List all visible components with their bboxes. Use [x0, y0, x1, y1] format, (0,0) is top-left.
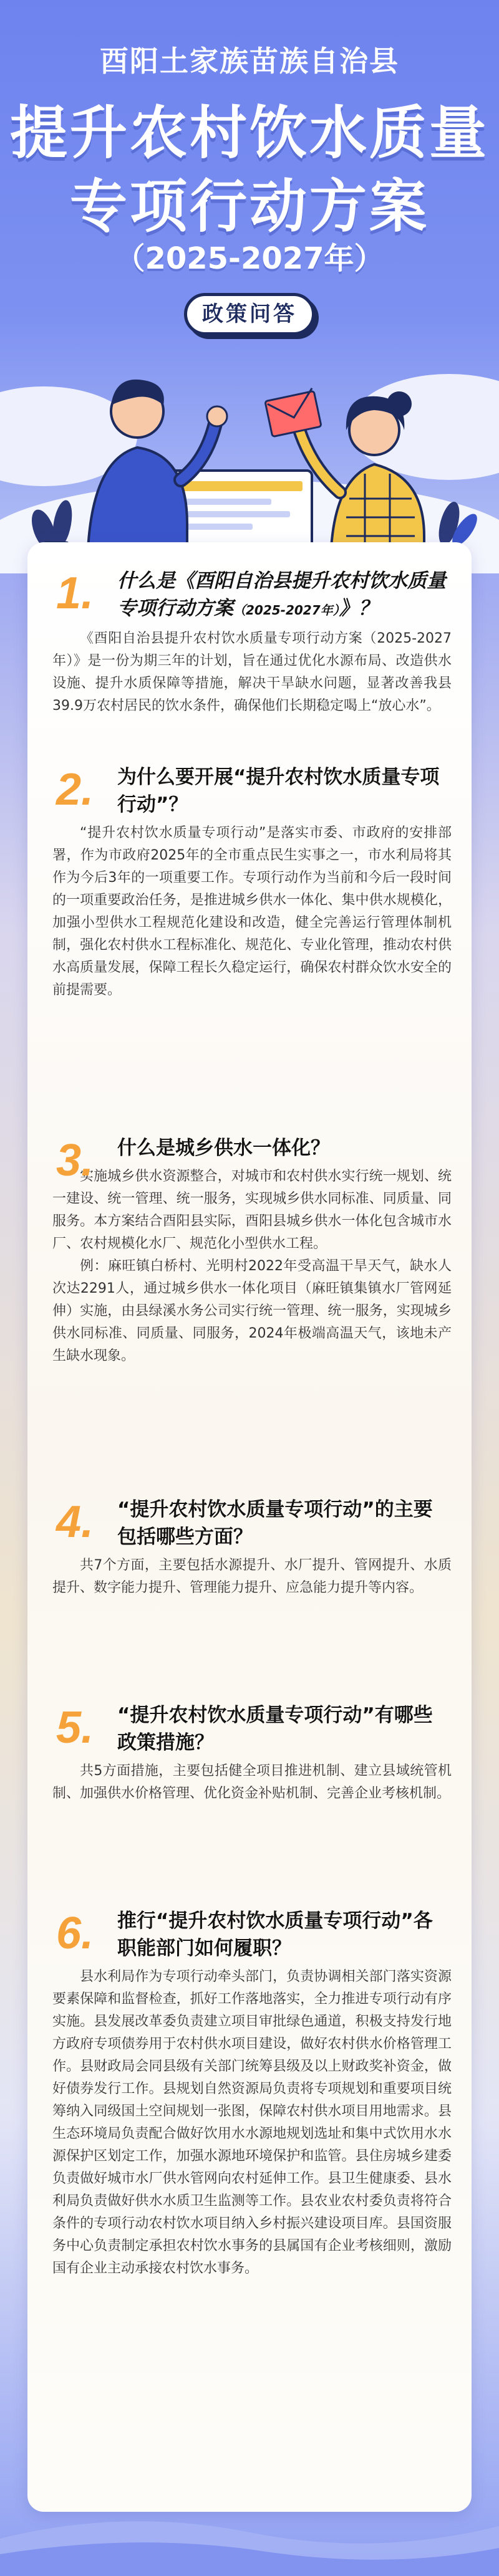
answer-text: [52, 1166, 452, 1367]
qa-item-6: [52, 1907, 452, 2280]
question-text-small: （2025-2027年）: [233, 603, 339, 618]
question-number-5: [52, 1702, 102, 1751]
question-number-1: [52, 567, 102, 617]
answer-paragraph: 县水利局作为专项行动牵头部门，负责协调相关部门落实资源要素保障和监督检查，抓好工作落地落实，全力推进专项行动有序实施。县发展改革委负责建立项目审批绿色通道，积极支持发行地方政府专项债券用于农村供水项目建设，做好农村供水价格管理工作。县财政局会同县级有关部门统筹县级及以上财政奖补资金，做好债券发行工作。县规划自然资源局负责将专项规划和重要项目统筹纳入同级国土空间规划一张图，保障农村供水项目用地需求。县生态环境局负责配合做好饮用水水源地规划选址和集中式饮用水水源保护区划定工作，加强水源地环境保护和监管。县住房城乡建委负责做好城市水厂供水管网向农村延伸工作。县卫生健康委、县水利局负责做好供水水质卫生监测等工作。县农业农村委负责将符合条件的专项行动农村饮水项目纳入乡村振兴建设项目库。县国资服务中心负责制定承担农村饮水事务的县属国有企业考核细则，激励国有企业主动承接农村饮水事务。: [52, 1969, 452, 2276]
question-title: 什么是城乡供水一体化？: [117, 1137, 330, 1159]
question-number-4: [52, 1496, 102, 1546]
question-text-end: 》？: [339, 597, 378, 620]
page-title-line1: 提升农村饮水质量: [9, 100, 489, 166]
svg-text:6.: 6.: [56, 1908, 94, 1957]
question-text: 什么是《酉阳自治县提升农村饮水质量专项行动方案: [117, 570, 446, 620]
svg-text:4.: 4.: [56, 1497, 94, 1546]
qa-item-3: [52, 1134, 452, 1367]
question-title: 为什么要开展“提升农村饮水质量专项行动”？: [117, 766, 440, 816]
svg-text:3.: 3.: [56, 1136, 94, 1184]
question-title: 推行“提升农村饮水质量专项行动”各职能部门如何履职？: [117, 1910, 433, 1960]
answer-paragraph: 共5方面措施，主要包括健全项目推进机制、建立县域统管机制、加强供水价格管理、优化资金补贴机制、完善企业考核机制。: [52, 1763, 452, 1801]
question-number-3: [52, 1134, 102, 1184]
question-title: [117, 567, 452, 624]
answer-paragraph: “提升农村饮水质量专项行动”是落实市委、市政府的安排部署，作为市政府2025年的全市重点民生实事之一，市水利局将其作为今后3年的一项重要工作。专项行动作为当前和今后一段时间的一项重要政治任务，是推进城乡供水一体化、集中供水规模化，加强小型供水工程规范化建设和改造，健全完善运行管理体制机制，强化农村供水工程标准化、规范化、专业化管理，推动农村供水高质量发展，保障工程长久稳定运行，确保农村群众饮水安全的前提需要。: [52, 825, 452, 998]
answer-text: [52, 1554, 452, 1599]
answer-text: [52, 628, 452, 717]
question-title: “提升农村饮水质量专项行动”的主要包括哪些方面？: [117, 1498, 433, 1548]
svg-text:5.: 5.: [56, 1703, 94, 1751]
envelope-icon: [265, 388, 321, 437]
bottom-wave-decoration: [0, 2501, 499, 2576]
page-title-years: （2025-2027年）: [115, 241, 384, 276]
answer-paragraph: 例：麻旺镇白桥村、光明村2022年受高温干旱天气，缺水人次达2291人，通过城乡供水一体化项目（麻旺镇集镇水厂管网延伸）实施，由县绿溪水务公司实行统一管理、统一服务，实现城乡供水同标准、同质量、同服务，2024年极端高温天气，该地未产生缺水现象。: [52, 1258, 452, 1364]
answer-paragraph: 实施城乡供水资源整合，对城市和农村供水实行统一规划、统一建设、统一管理、统一服务，实现城乡供水同标准、同质量、同服务。本方案结合酉阳县实际，酉阳县城乡供水一体化包含城市水厂、农村规模化水厂、规范化小型供水工程。: [52, 1169, 452, 1252]
question-title: “提升农村饮水质量专项行动”有哪些政策措施？: [117, 1704, 433, 1754]
qa-card: [27, 542, 472, 2512]
question-number-2: [52, 764, 102, 813]
question-number-6: [52, 1907, 102, 1957]
svg-text:1.: 1.: [56, 568, 94, 617]
answer-paragraph: 共7个方面，主要包括水源提升、水厂提升、管网提升、水质提升、数字能力提升、管理能力提升、应急能力提升等内容。: [52, 1558, 452, 1596]
people-discussion-illustration: [0, 337, 499, 573]
county-name: 酉阳土家族苗族自治县: [100, 44, 399, 78]
qa-item-4: [52, 1496, 452, 1599]
section-badge: 政策问答: [184, 293, 315, 335]
page-title-line2: 专项行动方案: [69, 173, 429, 240]
answer-text: [52, 822, 452, 1002]
qa-item-2: [52, 764, 452, 1002]
qa-item-1: [52, 567, 452, 717]
header-banner: [0, 0, 499, 573]
answer-paragraph: 《酉阳自治县提升农村饮水质量专项行动方案（2025-2027年）》是一份为期三年的计划，旨在通过优化水源布局、改造供水设施、提升水质保障等措施，解决干旱缺水问题，显著改善我县39.9万农村居民的饮水条件，确保他们长期稳定喝上“放心水”。: [52, 631, 452, 714]
svg-text:2.: 2.: [56, 765, 94, 813]
qa-item-5: [52, 1702, 452, 1805]
answer-text: [52, 1760, 452, 1805]
answer-text: [52, 1966, 452, 2280]
